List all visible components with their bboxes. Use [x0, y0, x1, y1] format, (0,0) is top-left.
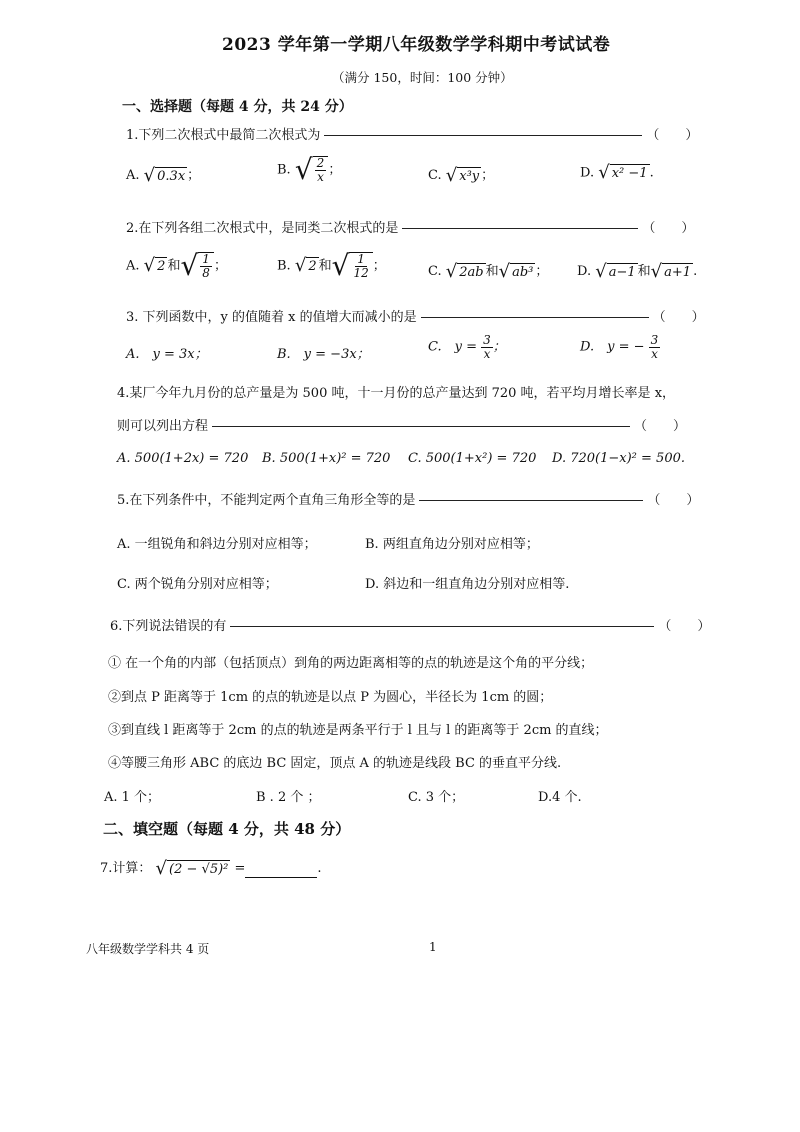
answer-paren: （ ） [646, 128, 699, 143]
q3-option-b: B. y = −3x； [277, 347, 370, 362]
q6-option-a: A. 1 个； [104, 790, 161, 805]
q4-option-a: A. 500(1+2x) = 720 [117, 451, 249, 466]
fraction: $\frac{3}{x}$ [650, 333, 659, 361]
question-stem: 3. 下列函数中，y 的值随着 x 的值增大而减小的是 [126, 310, 417, 325]
question-stem: 6.下列说法错误的有 [110, 619, 227, 634]
answer-line [212, 426, 630, 427]
q3-option-d: D. y = − $\frac{3}{x}$ [580, 333, 659, 361]
sqrt-expression: √ x³y [445, 164, 480, 186]
q1-option-c: C. √ x³y ； [428, 164, 495, 186]
q6-statement-2: ②到点 P 距离等于 1cm 的点的轨迹是以点 P 为圆心，半径长为 1cm 的圆； [108, 690, 553, 705]
fraction: $\frac{3}{x}$ [483, 333, 491, 361]
sqrt-expression: √ 0.3x [143, 164, 186, 186]
q2-option-d: D. √ a−1 和 √ a+1 . [577, 260, 698, 282]
answer-blank [245, 865, 317, 878]
q5-option-d: D. 斜边和一组直角边分别对应相等. [365, 577, 570, 592]
fraction: $\frac{2}{x}$ [316, 156, 325, 184]
question-stem: 则可以列出方程 [117, 419, 209, 434]
q1-option-a: A. √ 0.3x ； [126, 164, 201, 186]
sqrt-expression: √ (2 − √5)² [155, 857, 229, 879]
question-stem: 1.下列二次根式中最简二次根式为 [126, 128, 321, 143]
q6-option-b: B . 2 个 ； [256, 790, 321, 805]
page-subtitle: （满分 150，时间：100 分钟） [332, 70, 513, 85]
q5-option-b: B. 两组直角边分别对应相等； [365, 537, 539, 552]
sqrt-expression: √ x² −1 [598, 162, 648, 183]
answer-paren: （ ） [658, 619, 711, 634]
question-6 [110, 615, 710, 634]
q1-option-d: D. √ x² −1 . [580, 162, 654, 183]
question-2 [126, 217, 694, 236]
footer-page-info: 八年级数学学科共 4 页 [86, 942, 210, 956]
question-4 [117, 415, 686, 434]
q1-option-b: B. √ $\frac{2}{x}$ ； [277, 153, 342, 186]
section-heading-choice: 一、选择题（每题 4 分，共 24 分） [122, 99, 353, 115]
q6-statement-1: ① 在一个角的内部（包括顶点）到角的两边距离相等的点的轨迹是这个角的平分线； [108, 656, 594, 671]
q3-option-a: A. y = 3x； [126, 347, 208, 362]
answer-line [230, 626, 654, 627]
answer-line [324, 135, 642, 136]
answer-paren: （ ） [647, 493, 700, 508]
answer-line [421, 317, 649, 318]
q6-option-d: D.4 个. [538, 790, 582, 805]
question-7: 7.计算： √ (2 − √5)² = . [100, 857, 322, 879]
answer-paren: （ ） [634, 419, 687, 434]
q4-option-d: D. 720(1−x)² = 500. [552, 451, 685, 466]
q5-option-c: C. 两个锐角分别对应相等； [117, 577, 278, 592]
q2-option-c: C. √ 2ab 和 √ ab³ ； [428, 260, 549, 282]
answer-line [402, 228, 638, 229]
q4-option-c: C. 500(1+x²) = 720 [408, 451, 537, 466]
sqrt-expression: √ $\frac{2}{x}$ [295, 156, 328, 184]
question-1 [126, 124, 698, 143]
answer-paren: （ ） [642, 221, 695, 236]
q6-option-c: C. 3 个； [408, 790, 465, 805]
q6-statement-4: ④等腰三角形 ABC 的底边 BC 固定，顶点 A 的轨迹是线段 BC 的垂直平分线. [108, 756, 562, 771]
answer-line [419, 500, 643, 501]
q4-option-b: B. 500(1+x)² = 720 [262, 451, 391, 466]
question-4-stem: 4.某厂今年九月份的总产量是为 500 吨，十一月份的总产量达到 720 吨，若平均月增长率是 x， [117, 386, 676, 401]
q2-option-b: B. √ 2 和 √ $\frac{1}{12}$ ； [277, 249, 386, 282]
question-3 [126, 306, 705, 325]
q5-option-a: A. 一组锐角和斜边分别对应相等； [117, 537, 317, 552]
page-title: 2023 学年第一学期八年级数学学科期中考试试卷 [222, 35, 611, 55]
question-label: 7.计算： [100, 861, 152, 876]
q6-statement-3: ③到直线 l 距离等于 2cm 的点的轨迹是两条平行于 l 且与 l 的距离等于 2cm 的直线； [108, 723, 608, 738]
section-heading-fill: 二、填空题（每题 4 分，共 48 分） [103, 820, 351, 838]
page-number: 1 [429, 940, 437, 954]
q3-option-c: C. y = $\frac{3}{x}$ ； [428, 333, 506, 361]
question-5 [117, 489, 699, 508]
q2-option-a: A. √ 2 和 √ $\frac{1}{8}$ ； [126, 249, 227, 282]
question-stem: 5.在下列条件中，不能判定两个直角三角形全等的是 [117, 493, 416, 508]
answer-paren: （ ） [652, 310, 705, 325]
question-stem: 2.在下列各组二次根式中，是同类二次根式的是 [126, 221, 399, 236]
